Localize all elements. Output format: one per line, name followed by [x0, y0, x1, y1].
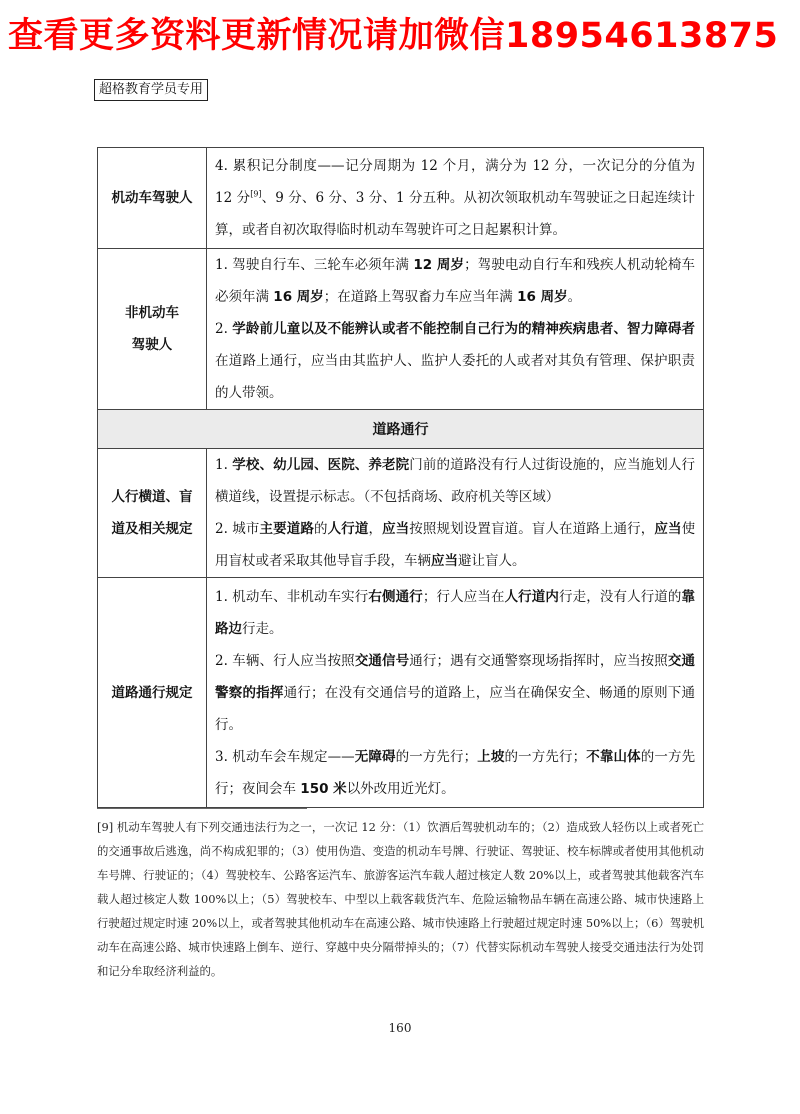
emphasis: 不靠山体 [586, 748, 641, 765]
footnote-ref: [9] [250, 189, 262, 199]
table-row [98, 449, 704, 578]
emphasis: 学校、幼儿园、医院、养老院 [232, 457, 410, 473]
text-run: 2. [215, 321, 233, 337]
text-run: 按照规划设置盲道。盲人在道路上通行， [409, 521, 655, 537]
emphasis: 人行道 [327, 521, 369, 537]
text-run: 的一方先行；夜间会车 [215, 748, 696, 797]
emphasis: 主要道路 [259, 521, 314, 537]
text-run: ；驾驶电动自行车和残疾人机动轮椅车必须年满 [215, 257, 696, 305]
footnote: [9] 机动车驾驶人有下列交通违法行为之一，一次记 12 分：（1）饮酒后驾驶机动车的；（2）造成致人轻伤以上或者死亡的交通事故后逃逸，尚不构成犯罪的；（3）使用伪造、变造的机动车号牌、行驶证、驾驶证、校车标牌或者使用其他机动车号牌、行驶证的；（4）驾驶校车、公路客运汽车、旅游客运汽车载人超过核定人数 20%以上，或者驾驶其他载客汽车载人超过核定人数 100%以上；（5）驾驶校车、中型以上载客载货汽车、危险运输物品车辆在高速公路、城市快速路上行驶超过规定时速 20%以上，或者驾驶其他机动车在高速公路、城市快速路上行驶超过规定时速 50%以上；（6）驾驶机动车在高速公路、城市快速路上倒车、逆行、穿越中央分隔带掉头的；（7）代替实际机动车驾驶人接受交通违法行为处罚和记分牟取经济利益的。 [97, 820, 704, 978]
text-run: 1. 驾驶自行车、三轮车必须年满 [215, 257, 414, 273]
emphasis: 应当 [382, 521, 410, 537]
paragraph [215, 249, 695, 313]
text-run: 行走。 [242, 620, 283, 637]
watermark-banner: 查看更多资料更新情况请加微信18954613875 [8, 16, 779, 56]
emphasis: 16 周岁 [517, 289, 568, 305]
row-content [207, 148, 704, 249]
text-run: 的一方先行； [504, 748, 587, 765]
paragraph [215, 581, 695, 645]
paragraph [215, 313, 695, 409]
row-label [98, 578, 207, 808]
emphasis: 上坡 [477, 748, 505, 765]
text-run: 避让盲人。 [458, 553, 526, 569]
text-run: 以外改用近光灯。 [346, 780, 455, 797]
emphasis: 150 米 [300, 780, 347, 797]
emphasis: 人行道内 [504, 588, 560, 605]
section-header-row [98, 410, 704, 449]
emphasis: 交通信号 [354, 652, 410, 669]
section-title: 道路通行 [98, 410, 704, 449]
text-run: 3. 机动车会车规定—— [215, 748, 355, 765]
emphasis: 应当 [431, 553, 458, 569]
row-label-text: 道路通行规定 [111, 684, 193, 701]
text-run: 2. 车辆、行人应当按照 [215, 652, 355, 669]
emphasis: 学龄前儿童以及不能辨认或者不能控制自己行为的精神疾病患者、智力障碍者 [232, 321, 696, 337]
emphasis: 靠路边 [215, 588, 696, 637]
emphasis: 无障碍 [354, 748, 396, 765]
row-label-text: 人行横道、盲 [111, 489, 193, 505]
emphasis: 交通警察的指挥 [215, 652, 696, 701]
row-content [207, 249, 704, 410]
row-label [98, 148, 207, 249]
text-run: 1. 机动车、非机动车实行 [215, 588, 369, 605]
paragraph [215, 513, 695, 577]
paragraph [215, 741, 695, 805]
owner-stamp: 超格教育学员专用 [94, 79, 208, 101]
footnote-divider [97, 808, 307, 809]
text-run: 、9 分、6 分、3 分、1 分五种。从初次领取机动车驾驶证之日起连续计算，或者自初次取得临时机动车驾驶许可之日起累积计算。 [215, 190, 695, 238]
paragraph [215, 150, 695, 246]
page-number: 160 [388, 1021, 412, 1035]
row-label-text: 非机动车 [125, 305, 179, 321]
text-run: 2. 城市 [215, 521, 260, 537]
rules-table [97, 147, 704, 808]
paragraph [215, 645, 695, 741]
paragraph [215, 449, 695, 513]
emphasis: 右侧通行 [368, 588, 423, 605]
text-run: ；行人应当在 [422, 588, 505, 605]
emphasis: 12 周岁 [413, 257, 465, 273]
row-label [98, 449, 207, 578]
row-label-text: 道及相关规定 [111, 521, 193, 537]
text-run: 。 [567, 289, 582, 305]
row-label [98, 249, 207, 410]
row-label-text: 机动车驾驶人 [111, 190, 193, 206]
text-run: 的 [313, 521, 328, 537]
text-run: 4. 累积记分制度——记分周期为 12 个月，满分为 12 分，一次记分的分值为 12 分 [215, 158, 695, 206]
text-run: 通行；在没有交通信号的道路上，应当在确保安全、畅通的原则下通行。 [215, 684, 696, 733]
emphasis: 应当 [654, 521, 682, 537]
row-label-text: 驾驶人 [131, 337, 173, 353]
row-content [207, 449, 704, 578]
text-run: 1. [215, 457, 233, 473]
text-run: 门前的道路没有行人过街设施的，应当施划人行横道线，设置提示标志。（不包括商场、政府机关等区域） [215, 457, 696, 505]
text-run: 行走，没有人行道的 [559, 588, 682, 605]
table-row [98, 249, 704, 410]
text-run: 通行；遇有交通警察现场指挥时，应当按照 [409, 652, 668, 669]
text-run: 的一方先行； [395, 748, 478, 765]
emphasis: 16 周岁 [273, 289, 324, 305]
text-run: 在道路上通行，应当由其监护人、监护人委托的人或者对其负有管理、保护职责的人带领。 [215, 353, 695, 401]
text-run: ；在道路上驾驭畜力车应当年满 [323, 289, 518, 305]
table-row [98, 148, 704, 249]
table-row [98, 578, 704, 808]
text-run: ， [368, 521, 383, 537]
text-run: 使用盲杖或者采取其他导盲手段，车辆 [215, 521, 696, 569]
row-content [207, 578, 704, 808]
